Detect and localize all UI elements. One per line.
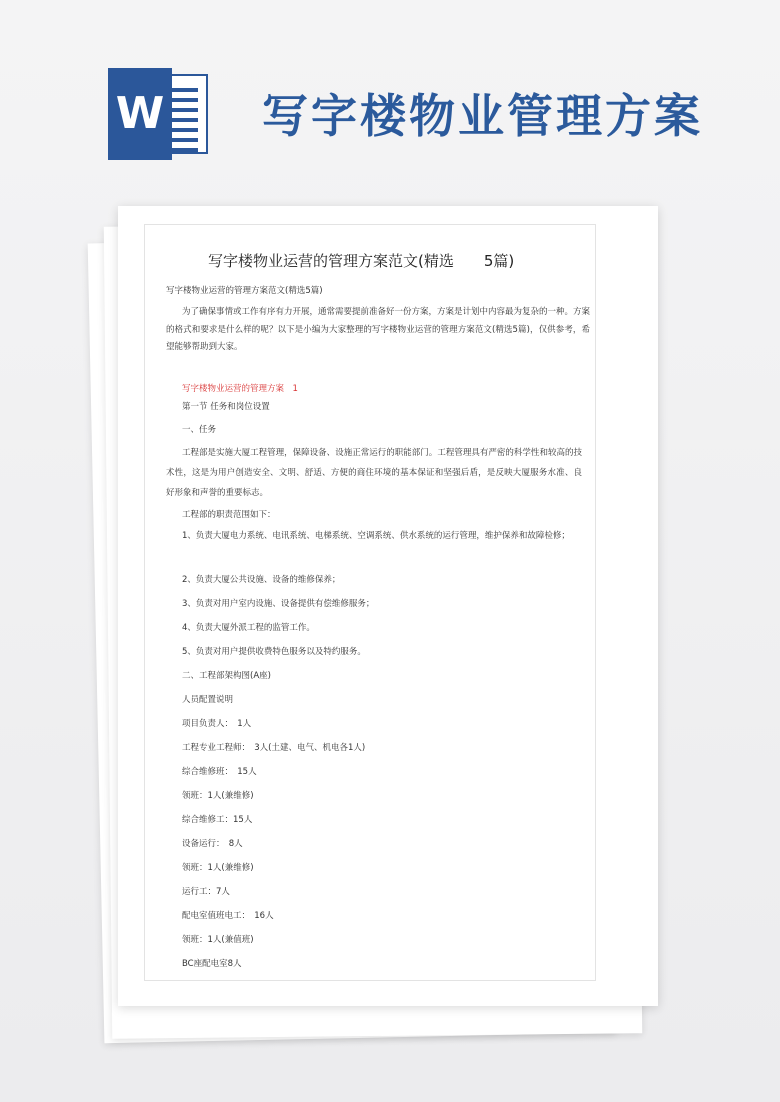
task-paragraph: 工程部是实施大厦工程管理，保障设备、设施正常运行的职能部门。工程管理具有严密的科学性和较高的技术性，这是为用户创造安全、文明、舒适、方便的商住环境的基本保证和坚强后盾，是反映大厦服务水准、良好形象和声誉的重要标志。 [166,448,582,498]
staff-row: 综合维修班： 15人 [182,767,257,777]
duty-item-3: 3、负责对用户室内设施、设备提供有偿维修服务； [182,599,375,609]
task-heading: 一、任务 [182,425,217,435]
section-1-title: 第一节 任务和岗位设置 [182,402,270,412]
staffing-heading: 人员配置说明 [182,695,234,705]
intro-paragraph: 为了确保事情或工作有序有力开展，通常需要提前准备好一份方案，方案是计划中内容最为复杂的一种。方案的格式和要求是什么样的呢？以下是小编为大家整理的写字楼物业运营的管理方案范文(精选5篇)，仅供参考，希望能够帮助到大家。 [166,307,591,352]
document-title: 写字楼物业运营的管理方案范文(精选 5篇) [208,252,515,270]
staff-row: 综合维修工：15人 [182,815,253,825]
staff-row: 领班：1人(兼维修) [182,863,254,873]
duty-item-1: 1、负责大厦电力系统、电讯系统、电梯系统、空调系统、供水系统的运行管理，维护保养和故障检修； [182,531,570,541]
section-heading: 写字楼物业运营的管理方案 1 [182,384,298,394]
staff-row: 配电室值班电工： 16人 [182,911,274,921]
staff-row: 设备运行： 8人 [182,839,243,849]
org-chart-heading: 二、工程部架构图(A座) [182,671,271,681]
word-letter: W [108,68,172,160]
duty-item-5: 5、负责对用户提供收费特色服务以及特约服务。 [182,647,366,657]
page-title: 写字楼物业管理方案 [262,89,703,143]
staff-row: BC座配电室8人 [182,959,242,969]
duty-item-4: 4、负责大厦外派工程的监管工作。 [182,623,315,633]
header [0,0,780,200]
staff-row: 项目负责人： 1人 [182,719,252,729]
staff-row: 运行工：7人 [182,887,230,897]
duty-item-2: 2、负责大厦公共设施、设备的维修保养； [182,575,341,585]
document-page [118,206,658,1006]
document-subtitle: 写字楼物业运营的管理方案范文(精选5篇) [166,286,323,296]
staff-row: 领班：1人(兼维修) [182,791,254,801]
staff-row: 领班：1人(兼值班) [182,935,254,945]
staff-row: 工程专业工程师： 3人(土建、电气、机电各1人) [182,743,366,753]
word-icon [108,68,208,160]
duty-scope-heading: 工程部的职责范围如下： [182,510,276,520]
